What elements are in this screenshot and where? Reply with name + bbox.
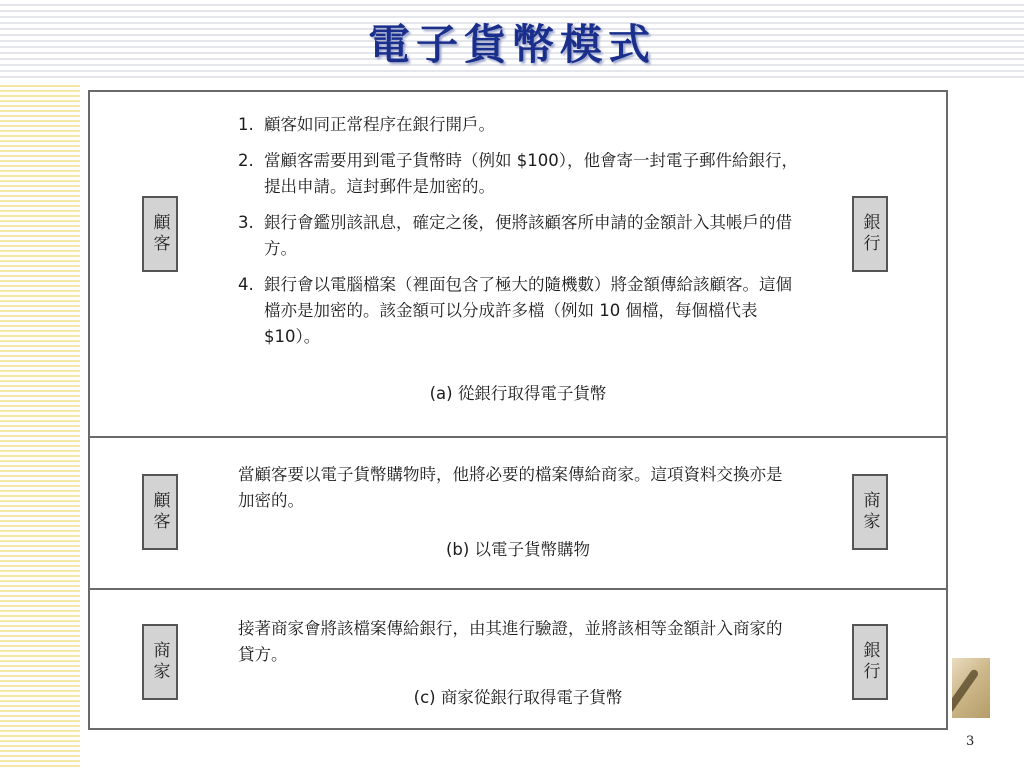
panel-b xyxy=(90,438,946,590)
description-text: 接著商家會將該檔案傳給銀行，由其進行驗證，並將該相等金額計入商家的貸方。 xyxy=(238,619,783,664)
left-label-merchant: 商家 xyxy=(142,624,178,700)
step-item xyxy=(238,112,798,138)
step-item xyxy=(238,210,798,262)
decorative-image xyxy=(952,658,990,718)
left-label-customer: 顧客 xyxy=(142,196,178,272)
page-number: 3 xyxy=(966,734,975,749)
caption-c: (c) 商家從銀行取得電子貨幣 xyxy=(413,688,623,707)
step-item xyxy=(238,272,798,350)
step-item xyxy=(238,148,798,200)
caption-b: (b) 以電子貨幣購物 xyxy=(445,540,591,559)
caption-a: (a) 從銀行取得電子貨幣 xyxy=(429,384,607,403)
slide-title: 電子貨幣模式 xyxy=(367,20,656,69)
step-text: 銀行會鑑別該訊息，確定之後，便將該顧客所申請的金額計入其帳戶的借方。 xyxy=(264,213,792,258)
panel-a xyxy=(90,92,946,438)
step-number: 2. xyxy=(238,151,254,170)
panel-c xyxy=(90,590,946,730)
step-text: 顧客如同正常程序在銀行開戶。 xyxy=(264,115,495,134)
right-label-merchant: 商家 xyxy=(852,474,888,550)
step-text: 銀行會以電腦檔案（裡面包含了極大的隨機數）將金額傳給該顧客。這個檔亦是加密的。該金額可以分成許多檔（例如 10 個檔，每個檔代表 $10）。 xyxy=(264,275,792,346)
step-number: 1. xyxy=(238,115,254,134)
steps-list xyxy=(238,112,798,360)
step-number: 4. xyxy=(238,275,254,294)
step-number: 3. xyxy=(238,213,254,232)
right-label-bank: 銀行 xyxy=(852,624,888,700)
step-text: 當顧客需要用到電子貨幣時（例如 $100），他會寄一封電子郵件給銀行，提出申請。這封郵件是加密的。 xyxy=(264,151,798,196)
right-label-bank: 銀行 xyxy=(852,196,888,272)
figure-frame xyxy=(88,90,948,730)
description-text: 當顧客要以電子貨幣購物時，他將必要的檔案傳給商家。這項資料交換亦是加密的。 xyxy=(238,465,783,510)
left-label-customer: 顧客 xyxy=(142,474,178,550)
sidebar-decoration xyxy=(0,82,80,768)
